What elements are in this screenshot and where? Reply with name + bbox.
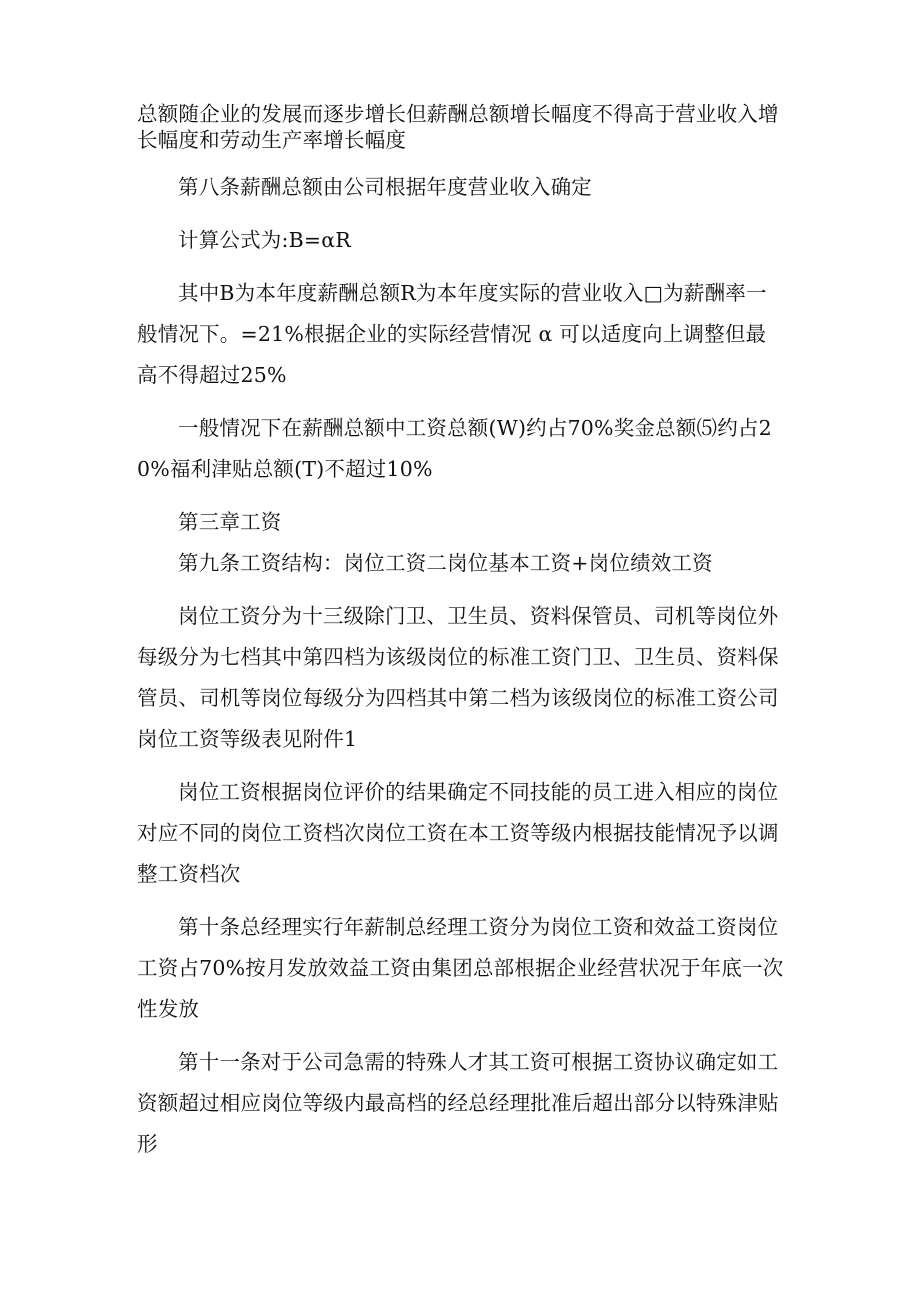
paragraph-salary-composition: 一般情况下在薪酬总额中工资总额(W)约占70%奖金总额⑸约占20%福利津贴总额(T)不超过10% <box>137 416 772 481</box>
chapter-3-heading: 第三章工资 <box>178 510 282 534</box>
paragraph-grade-levels: 岗位工资分为十三级除门卫、卫生员、资料保管员、司机等岗位外每级分为七档其中第四档为该级岗位的标准工资门卫、卫生员、资料保管员、司机等岗位每级分为四档其中第二档为该级岗位的标准工资公司岗位工资等级表见附件1 <box>137 604 779 751</box>
paragraph-formula: 计算公式为:B=αR <box>178 228 351 252</box>
paragraph-position-evaluation: 岗位工资根据岗位评价的结果确定不同技能的员工进入相应的岗位对应不同的岗位工资档次岗位工资在本工资等级内根据技能情况予以调整工资档次 <box>137 780 779 886</box>
paragraph-article-10: 第十条总经理实行年薪制总经理工资分为岗位工资和效益工资岗位工资占70%按月发放效益工资由集团总部根据企业经营状况于年底一次性发放 <box>137 915 784 1021</box>
paragraph-formula-explanation: 其中B为本年度薪酬总额R为本年度实际的营业收入□为薪酬率一般情况下。=21%根据企业的实际经营情况 α 可以适度向上调整但最高不得超过25% <box>137 281 767 387</box>
paragraph-article-11: 第十一条对于公司急需的特殊人才其工资可根据工资协议确定如工资额超过相应岗位等级内最高档的经总经理批准后超出部分以特殊津贴形 <box>137 1050 779 1156</box>
paragraph-article-9: 第九条工资结构：岗位工资二岗位基本工资+岗位绩效工资 <box>178 551 713 575</box>
paragraph-salary-growth: 总额随企业的发展而逐步增长但薪酬总额增长幅度不得高于营业收入增长幅度和劳动生产率增长幅度 <box>137 102 779 152</box>
paragraph-article-8: 第八条薪酬总额由公司根据年度营业收入确定 <box>178 175 592 199</box>
document-body <box>137 95 785 1165</box>
